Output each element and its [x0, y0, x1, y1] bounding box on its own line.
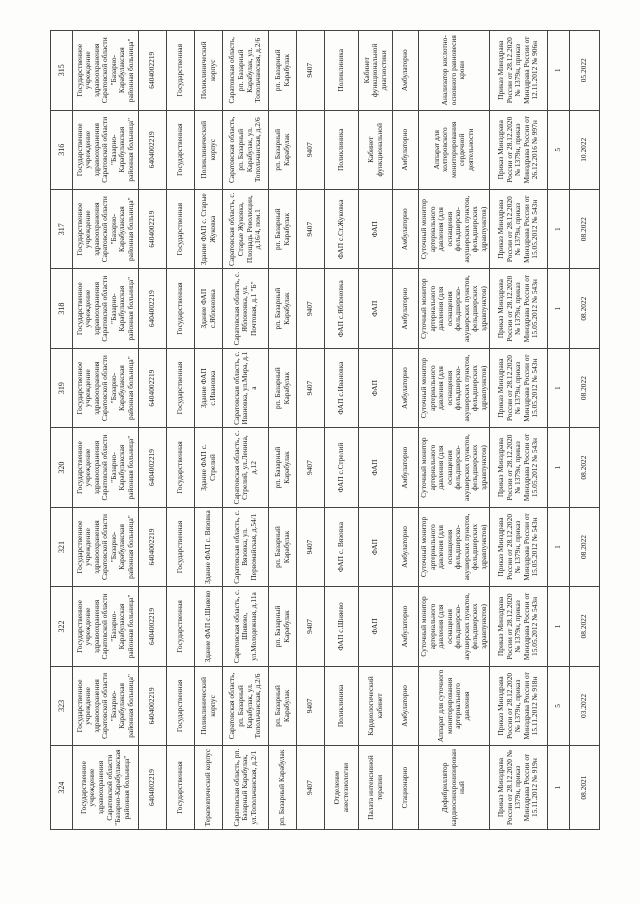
- table-cell: Поликлиника: [325, 666, 359, 745]
- table-cell: Государственное учреждение здравоохранения Саратовской области "Базарно-Карабулакская районная больница": [73, 746, 139, 830]
- table-row-kind: [393, 31, 419, 830]
- table-cell: 1: [548, 587, 570, 666]
- table-cell: ФАП с.Ивановка: [325, 348, 359, 427]
- table-cell: рп. Базарный Карабулак: [269, 507, 297, 586]
- table-cell: Государственное учреждение здравоохранения Саратовской области "Базарно-Карабулакская районная больница": [73, 507, 139, 586]
- table-cell: 08.2022: [570, 507, 600, 586]
- table-cell: 1: [548, 428, 570, 507]
- table-cell: Государственная: [167, 666, 195, 745]
- table-cell: Государственное учреждение здравоохранения Саратовской области "Базарно-Карабулакская районная больница": [73, 587, 139, 666]
- table-cell: 6404002219: [139, 507, 167, 586]
- table-cell: 323: [51, 666, 73, 745]
- table-cell: ФАП: [359, 428, 393, 507]
- table-cell: Здание ФАП с. Старые Жуковка: [195, 189, 223, 268]
- table-cell: 1: [548, 31, 570, 111]
- table-cell: 6404002219: [139, 666, 167, 745]
- table-cell: Кабинет функциональной диагностики: [359, 31, 393, 111]
- table-row-order: [490, 31, 548, 830]
- table-cell: Государственное учреждение здравоохранения Саратовской области "Базарно-Карабулакская районная больница": [73, 348, 139, 427]
- table-cell: Приказ Минздрава России от 28.12.2020 № 1379н, приказ Минздрава России от 26.12.2016 № 997н: [490, 110, 548, 189]
- table-cell: 318: [51, 269, 73, 348]
- table-cell: Здание ФАП с. Вязовка: [195, 507, 223, 586]
- table-cell: Суточный монитор артериального давления (для оснащения фельдшерско-акушерских пунктов, фельдшерских здравпунктов): [419, 269, 490, 348]
- table-cell: 9407: [297, 110, 325, 189]
- table-cell: 9407: [297, 189, 325, 268]
- table-cell: 08.2022: [570, 587, 600, 666]
- table-cell: Здание ФАП с.Яблоновка: [195, 269, 223, 348]
- equipment-table: [50, 30, 600, 830]
- table-cell: 08.2022: [570, 428, 600, 507]
- table-cell: рп. Базарный Карабулак: [269, 666, 297, 745]
- table-cell: Амбулаторно: [393, 269, 419, 348]
- table-cell: Поликлиника: [325, 110, 359, 189]
- table-cell: Государственная: [167, 507, 195, 586]
- rotated-table-wrapper: [50, 30, 590, 830]
- table-cell: 315: [51, 31, 73, 111]
- table-cell: Анализатор кислотно-основного равновесия крови: [419, 31, 490, 111]
- table-cell: Суточный монитор артериального давления (для оснащения фельдшерско-акушерских пунктов, фельдшерских здравпунктов): [419, 189, 490, 268]
- table-cell: ФАП: [359, 507, 393, 586]
- table-cell: Амбулаторно: [393, 110, 419, 189]
- table-cell: рп. Базарный Карабулак: [269, 110, 297, 189]
- table-cell: Саратовская область, с. Старые Жуковка, Площадь Революции, д.16/4, пом.1: [223, 189, 269, 268]
- table-cell: Государственное учреждение здравоохранения Саратовской области "Базарно-Карабулакская районная больница": [73, 428, 139, 507]
- table-cell: ФАП с.Стрелий: [325, 428, 359, 507]
- table-cell: 03.2022: [570, 666, 600, 745]
- table-cell: рп. Базарный Карабулак: [269, 587, 297, 666]
- table-cell: Терапевтический корпус: [195, 746, 223, 830]
- table-cell: ФАП: [359, 348, 393, 427]
- table-cell: Суточный монитор артериального давления (для оснащения фельдшерско-акушерских пунктов, фельдшерских здравпунктов): [419, 587, 490, 666]
- table-cell: 324: [51, 746, 73, 830]
- table-cell: Амбулаторно: [393, 189, 419, 268]
- table-cell: Палата интенсивной терапии: [359, 746, 393, 830]
- table-cell: 9407: [297, 428, 325, 507]
- table-cell: рп. Базарный Карабулак: [269, 348, 297, 427]
- table-cell: Приказ Минздрава России от 28.12.2020 № 1379н, приказ Минздрава России от 15.05.2012 № 543н: [490, 587, 548, 666]
- table-cell: 1: [548, 507, 570, 586]
- table-row-equip: [419, 31, 490, 830]
- table-cell: ФАП: [359, 269, 393, 348]
- table-cell: 08.2022: [570, 189, 600, 268]
- table-cell: Аппарат для холтеровского мониторирования сердечной деятельности: [419, 110, 490, 189]
- table-cell: Приказ Минздрава России от 28.12.2020 № 1379н, приказ Минздрава России от 15.05.2012 № 543н: [490, 428, 548, 507]
- table-cell: Государственное учреждение здравоохранения Саратовской области "Базарно-Карабулакская районная больница": [73, 269, 139, 348]
- table-cell: Государственная: [167, 587, 195, 666]
- table-cell: 1: [548, 189, 570, 268]
- table-cell: Амбулаторно: [393, 666, 419, 745]
- table-cell: Здание ФАП с.Шняево: [195, 587, 223, 666]
- table-cell: 6404002219: [139, 348, 167, 427]
- table-cell: 1: [548, 746, 570, 830]
- table-cell: 10.2022: [570, 110, 600, 189]
- table-cell: 316: [51, 110, 73, 189]
- table-cell: 6404002219: [139, 31, 167, 111]
- table-cell: рп. Базарный Карабулак: [269, 31, 297, 111]
- table-cell: Приказ Минздрава России от 28.12.2020 № 1379н, приказ Минздрава России от 12.11.2012 № 906н: [490, 31, 548, 111]
- table-cell: ФАП с.Шняево: [325, 587, 359, 666]
- table-cell: Государственное учреждение здравоохранения Саратовской области "Базарно-Карабулакская районная больница": [73, 666, 139, 745]
- table-cell: Кардиологический кабинет: [359, 666, 393, 745]
- table-cell: Поликлиника: [325, 31, 359, 111]
- table-cell: Государственная: [167, 110, 195, 189]
- table-cell: ФАП: [359, 587, 393, 666]
- table-cell: Саратовская область, рп. Базарный Карабулак, ул. Топольчанская, д.2/6: [223, 31, 269, 111]
- table-cell: 6404002219: [139, 110, 167, 189]
- table-cell: 05.2022: [570, 31, 600, 111]
- table-cell: Саратовская область, рп. Базарный Карабулак, ул. Топольчанская, д.2/6: [223, 110, 269, 189]
- table-cell: рп. Базарный Карабулак: [269, 189, 297, 268]
- table-cell: Поликлинический корпус: [195, 110, 223, 189]
- table-cell: 9407: [297, 746, 325, 830]
- table-row-name: [359, 31, 393, 830]
- table-cell: Приказ Минздрава России от 28.12.2020 № 1379н, приказ Минздрава России от 15.05.2012 № 543н: [490, 269, 548, 348]
- table-row-area: [269, 31, 297, 830]
- table-cell: Государственная: [167, 31, 195, 111]
- table-cell: Государственная: [167, 269, 195, 348]
- table-cell: Приказ Минздрава России от 28.12.2020 № 1379н, приказ Минздрава России от 15.05.2012 № 543н: [490, 348, 548, 427]
- table-cell: 1: [548, 269, 570, 348]
- table-cell: ФАП с. Вязовка: [325, 507, 359, 586]
- table-cell: Здание ФАП с. Стрелий: [195, 428, 223, 507]
- table-cell: ФАП с.Яблоновка: [325, 269, 359, 348]
- table-cell: рп. Базарный Карабулак: [269, 746, 297, 830]
- table-body: [51, 31, 600, 830]
- table-row-form: [167, 31, 195, 830]
- table-cell: Приказ Минздрава России от 28.12.2020 № 1379н, приказ Минздрава России от 15.11.2012 № 918н: [490, 666, 548, 745]
- table-cell: 5: [548, 666, 570, 745]
- table-row-code: [297, 31, 325, 830]
- table-cell: 9407: [297, 348, 325, 427]
- table-cell: Отделение анестезиологии: [325, 746, 359, 830]
- table-cell: Дефибриллятор кардиосинхронизированный: [419, 746, 490, 830]
- table-cell: Государственное учреждение здравоохранения Саратовской области "Базарно-Карабулакская районная больница": [73, 110, 139, 189]
- table-row-qty: [548, 31, 570, 830]
- table-cell: Саратовская область, рп. Базарный Карабулак, ул.Топольчанская, д.2/1: [223, 746, 269, 830]
- table-cell: 6404002219: [139, 428, 167, 507]
- table-cell: Суточный монитор артериального давления (для оснащения фельдшерско-акушерских пунктов, фельдшерских здравпунктов): [419, 507, 490, 586]
- table-cell: 9407: [297, 507, 325, 586]
- table-cell: 08.2022: [570, 269, 600, 348]
- table-cell: Саратовская область, с. Шняево, ул.Молодежная, д.11а: [223, 587, 269, 666]
- table-row-org: [73, 31, 139, 830]
- table-cell: Саратовская область, с. Ивановка, ул.Мира, д.1 а: [223, 348, 269, 427]
- table-cell: 9407: [297, 31, 325, 111]
- table-row-head: [51, 31, 73, 830]
- table-cell: Приказ Минздрава России от 28.12.2020 № 1379н, приказ Минздрава России от 15.11.2012 № 919н: [490, 746, 548, 830]
- table-cell: Саратовская область, с. Яблоновка, ул. Почтовая, д.1 "Б": [223, 269, 269, 348]
- table-cell: 320: [51, 428, 73, 507]
- table-cell: Приказ Минздрава России от 28.12.2020 № 1379н, приказ Минздрава России от 15.05.2012 № 543н: [490, 189, 548, 268]
- table-cell: Саратовская область, с. Стрелий, ул.Ленина, д.12: [223, 428, 269, 507]
- table-cell: Государственная: [167, 189, 195, 268]
- table-cell: Поликлинический корпус: [195, 31, 223, 111]
- table-row-unit: [325, 31, 359, 830]
- table-cell: Приказ Минздрава России от 28.12.2020 № 1379н, приказ Минздрава России от 15.05.2012 № 543н: [490, 507, 548, 586]
- table-cell: 9407: [297, 587, 325, 666]
- table-cell: 08.2022: [570, 348, 600, 427]
- table-row-place: [195, 31, 223, 830]
- table-cell: 321: [51, 507, 73, 586]
- table-cell: 1: [548, 348, 570, 427]
- table-cell: Здание ФАП с.Ивановка: [195, 348, 223, 427]
- table-cell: Саратовская область, с. Вязовка, ул. Первомайская, д.54/1: [223, 507, 269, 586]
- table-cell: Аппарат для суточного мониторирования артериального давления: [419, 666, 490, 745]
- table-cell: 322: [51, 587, 73, 666]
- table-cell: Кабинет функциональной: [359, 110, 393, 189]
- table-cell: рп. Базарный Карабулак: [269, 269, 297, 348]
- table-cell: Суточный монитор артериального давления (для оснащения фельдшерско-акушерских пунктов, фельдшерских здравпунктов): [419, 428, 490, 507]
- table-cell: Саратовская область, рп. Базарный Карабулак, ул. Топольчанская, д.2/6: [223, 666, 269, 745]
- table-row-date: [570, 31, 600, 830]
- table-cell: 6404002219: [139, 189, 167, 268]
- table-cell: 9407: [297, 269, 325, 348]
- table-cell: Амбулаторно: [393, 587, 419, 666]
- table-row-addr: [223, 31, 269, 830]
- table-cell: Суточный монитор артериального давления (для оснащения фельдшерско-акушерских пунктов, фельдшерских здравпунктов): [419, 348, 490, 427]
- table-cell: 08.2021: [570, 746, 600, 830]
- table-row-inn: [139, 31, 167, 830]
- table-cell: 5: [548, 110, 570, 189]
- table-cell: Государственная: [167, 428, 195, 507]
- table-cell: 6404002219: [139, 269, 167, 348]
- table-cell: 6404002219: [139, 746, 167, 830]
- table-cell: Амбулаторно: [393, 428, 419, 507]
- table-cell: 9407: [297, 666, 325, 745]
- table-cell: ФАП: [359, 189, 393, 268]
- table-cell: Государственное учреждение здравоохранения Саратовской области "Базарно-Карабулакская районная больница": [73, 31, 139, 111]
- table-cell: Государственное учреждение здравоохранения Саратовской области "Базарно-Карабулакская районная больница": [73, 189, 139, 268]
- table-cell: Поликлинический корпус: [195, 666, 223, 745]
- table-cell: Стационарно: [393, 746, 419, 830]
- table-cell: Амбулаторно: [393, 507, 419, 586]
- table-cell: ФАП с.Ст.Жуковка: [325, 189, 359, 268]
- table-cell: Государственная: [167, 348, 195, 427]
- table-cell: Амбулаторно: [393, 31, 419, 111]
- table-cell: рп. Базарный Карабулак: [269, 428, 297, 507]
- table-cell: Амбулаторно: [393, 348, 419, 427]
- table-cell: 6404002219: [139, 587, 167, 666]
- table-cell: 319: [51, 348, 73, 427]
- table-cell: Государственная: [167, 746, 195, 830]
- table-cell: 317: [51, 189, 73, 268]
